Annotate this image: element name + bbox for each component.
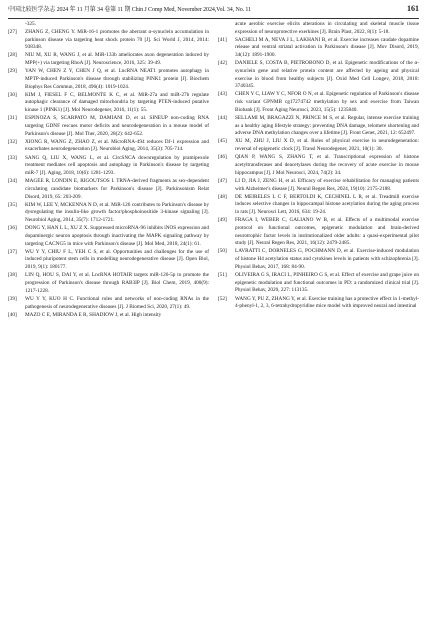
reference-item (218, 138, 419, 154)
reference-text: FRAGA I, WEBER C, GALIANO W B, et al. Effects of a multimodal exercise protocol on functional outcomes, epigenetic modulation and brain-derived neurotrophic factor levels in institutionalized older adults: a quasi-experimental pilot study [J]. Neural Regen Res, 2021, 16(12): 2479-2485. (235, 217, 419, 247)
reference-text: DANIELE S, COSTA B, PIETROBONO D, et al. Epigenetic modifications of the α-synuclein gene and relative protein content are affected by ageing and physical exercise in blood from healthy subjects [J]. Oxid Med Cell Longev, 2018, 2018: 3740345. (235, 60, 419, 90)
reference-text: SELLAMI M, BRAGAZZI N, PRINCE M S, et al. Regular, intense exercise training as a healthy aging lifestyle strategy: preventing DNA damage, telomere shortening and adverse DNA methylation changes over a lifetime [J]. Front Genet, 2021, 12: 652497. (235, 114, 419, 137)
reference-item (218, 194, 419, 217)
reference-text: ESPINOZA S, SCARPATO M, DAMIANI D, et al. SINEUP non-coding RNA targeting GDNF rescues motor deficits and neurodegeneration in a mouse model of Parkinson's disease [J]. Mol Ther, 2020, 28(2): 642-652. (25, 115, 209, 137)
reference-number: [42] (218, 60, 227, 67)
reference-item (8, 139, 209, 155)
reference-text: WU Y Y, CHIU F L, YEH C S, et al. Opportunities and challenges for the use of induced pluripotent stem cells in modelling neurodegenerative disease [J]. Open Biol, 2019, 9(1): 180177. (25, 248, 209, 271)
reference-item (218, 91, 419, 114)
reference-text: NIU M, XU R, WANG J, et al. MiR-133b ameliorates axon degeneration induced by MPP(+) via targeting RhoA [J]. Neuroscience, 2016, 325: 39-49. (25, 52, 209, 67)
reference-text: ZHANG Z, CHENG Y. MiR-16-1 promotes the aberrant α-synuclein accumulation in parkinson disease via targeting heat shock protein 70 [J]. Sci World J, 2014, 2014: 938348. (25, 28, 209, 51)
reference-number: [28] (8, 52, 17, 59)
reference-text: YAN W, CHEN Z Y, CHEN J Q, et al. LncRNA NEAT1 promotes autophagy in MPTP-induced Parkinson's disease through stabilizing PINK1 protein [J]. Biochem Biophys Res Commun, 2018, 496(4): 1019-1024. (25, 68, 209, 90)
reference-number: [49] (218, 217, 227, 224)
reference-item (8, 68, 209, 91)
reference-text: WU Y Y, KUO H C. Functional roles and networks of non-coding RNAs in the pathogenesis of neurodegenerative diseases [J]. J Biomed Sci, 2020, 27(1): 49. (25, 295, 209, 310)
journal-citation: 中国比较医学杂志 2024 年 11 月第 34 卷第 11 期 Chin J Comp Med, November 2024,Vol. 34, No. 11 (8, 7, 251, 13)
reference-number: [34] (8, 178, 17, 185)
reference-text: WANG Y, PU Z, ZHANG Y, et al. Exercise training has a protective effect in 1-methyl-4-phenyl-1, 2, 3, 6-tetrahydropyridine mice model with improved neural and intestinal (235, 295, 419, 310)
reference-text: DE MEIRELES L C F, BERTOLDI K, CECHINEL L R, et al. Treadmill exercise induces selective changes in hippocampal histone acetylation during the aging process in rats [J]. Neurosci Lett, 2016, 634: 19-24. (235, 193, 419, 216)
reference-number: [29] (8, 68, 17, 75)
reference-text: SACHELI M A, NEVA J L, LAKHANI B, et al. Exercise increases caudate dopamine release and ventral striatal activation in Parkinson's disease [J]. Mov Disord, 2019, 34(12): 1891-1900. (235, 36, 419, 58)
reference-text: XIONG R, WANG Z, ZHAO Z, et al. MicroRNA-494 reduces DJ-1 expression and exacerbates neurodegeneration [J]. Neurobiol Aging, 2014, 35(3): 705-714. (25, 138, 209, 153)
reference-item (8, 272, 209, 295)
page-number: 161 (407, 4, 419, 13)
reference-number: [37] (8, 248, 17, 255)
reference-item (8, 312, 209, 320)
reference-item (218, 154, 419, 177)
right-column (218, 21, 419, 623)
reference-number: [35] (8, 201, 17, 208)
reference-number: [40] (8, 311, 17, 318)
reference-number: [51] (218, 271, 227, 278)
reference-continuation: -325. (25, 21, 36, 27)
reference-item (218, 178, 419, 194)
reference-item (218, 37, 419, 60)
reference-item (8, 225, 209, 248)
reference-number: [27] (8, 28, 17, 35)
reference-item (218, 296, 419, 312)
reference-number: [41] (218, 36, 227, 43)
reference-item (218, 217, 419, 248)
reference-text: KIM W, LEE Y, MCKENNA N D, et al. MiR-126 contributes to Parkinson's disease by dysregulating the insulin-like growth factor/phosphoinositide 3-kinase signaling [J]. Neurobiol Aging, 2014, 35(7): 1712-1721. (25, 201, 209, 224)
reference-columns (8, 21, 419, 623)
reference-text: XU M, ZHU J, LIU X D, et al. Roles of physical exercise in neurodegeneration: reversal of epigenetic clock [J]. Transl Neurodegener, 2021, 10(1): 30. (235, 138, 419, 153)
reference-text: QIAN P, WANG S, ZHANG T, et al. Transcriptional expression of histone acetyltransferases and deacetylases during the recovery of acute exercise in mouse hippocampus [J]. J Mol Neurosci, 2024, 74(2): 34. (235, 154, 419, 176)
reference-text: LI D, JIA J, ZENG H, et al. Efficacy of exercise rehabilitation for managing patients with Alzheimer's disease [J]. Neural Regen Res, 2024, 19(10): 2175-2188. (235, 177, 419, 192)
reference-text: SANG Q, LIU X, WANG L, et al. CircSNCA downregulation by pramipexole treatment mediates cell apoptosis and autophagy in Parkinson's disease by targeting miR-7 [J]. Aging, 2018, 10(6): 1281-1293. (25, 154, 209, 177)
reference-number: [44] (218, 114, 227, 121)
reference-text: LAVRATTI C, DORNELES G, POCHMANN D, et al. Exercise-induced modulation of histone H4 acetylation status and cytokines levels in patients with schizophrenia [J]. Physiol Behav, 2017, 168: 84-90. (235, 248, 419, 270)
reference-item (8, 202, 209, 225)
reference-item (8, 115, 209, 138)
reference-number: [48] (218, 193, 227, 200)
running-header (8, 4, 419, 19)
reference-number: [45] (218, 138, 227, 145)
reference-number: [43] (218, 91, 227, 98)
reference-item (8, 178, 209, 201)
reference-text: LIN Q, HOU S, DAI Y, et al. LncRNA HOTAIR targets miR-126-5p to promote the progression of Parkinson's disease through RAB3IP [J]. Biol Chem, 2019, 400(9): 1217-1228. (25, 272, 209, 294)
reference-item (8, 155, 209, 178)
reference-number: [52] (218, 295, 227, 302)
reference-item (218, 60, 419, 91)
reference-item (8, 92, 209, 115)
reference-item (8, 52, 209, 68)
reference-text: MAGEE R, LONDIN E, RIGOUTSOS I. TRNA-derived fragments as sex-dependent circulating candidate biomarkers for Parkinson's disease [J]. Parkinsonism Relat Disord, 2019, 65: 203-209. (25, 178, 209, 200)
left-column (8, 21, 209, 623)
reference-item (218, 272, 419, 295)
reference-text: MAZO C E, MIRANDA E R, SHADIOW J, et al. High intensity (25, 311, 162, 318)
reference-number: [32] (8, 138, 17, 145)
reference-number: [38] (8, 272, 17, 279)
reference-number: [31] (8, 115, 17, 122)
reference-item (218, 115, 419, 138)
reference-text: CHEN Y C, LIAW Y C, NFOR O N, et al. Epigenetic regulation of Parkinson's disease risk variant GPNMB cg17274742 methylation by sex and exercise from Taiwan Biobank [J]. Front Aging Neurosci, 2023, 15(5): 1235840. (235, 91, 419, 113)
reference-number: [30] (8, 91, 17, 98)
reference-item (8, 296, 209, 312)
reference-item (8, 29, 209, 52)
reference-item (8, 249, 209, 272)
reference-number: [50] (218, 248, 227, 255)
reference-item (218, 248, 419, 271)
reference-number: [47] (218, 177, 227, 184)
reference-number: [36] (8, 225, 17, 232)
reference-text: KIM J, FIESEL F C, BELMONTE K C, et al. MiR-27a and miR-27b regulate autophagic clearance of damaged mitochondria by targeting PTEN-induced putative kinase 1 (PINK1) [J]. Mol Neurodegener, 2016, 11(1): 55. (25, 91, 209, 114)
reference-continuation: acute aerobic exercise elicits alterations in circulating and skeletal muscle tissue expression of neuroprotective exerkines [J]. Brain Plast, 2022, 8(1): 5-18. (235, 21, 419, 35)
reference-number: [39] (8, 295, 17, 302)
reference-number: [33] (8, 154, 17, 161)
reference-number: [46] (218, 154, 227, 161)
reference-text: OLIVEIRA G S, IRACI L, PINHEIRO G S, et al. Effect of exercise and grape juice on epigenetic modulation and functional outcomes in PD: a randomized clinical trial [J]. Physiol Behav, 2020, 227: 113135. (235, 271, 419, 294)
reference-text: DONG Y, HAN L L, XU Z X. Suppressed microRNA-96 inhibits iNOS expression and dopaminergic neuron apoptosis through inactivating the MAPK signaling pathway by targeting CACNG5 in mice with Parkinson's disease [J]. Mol Med, 2018, 24(1): 61. (25, 225, 209, 247)
